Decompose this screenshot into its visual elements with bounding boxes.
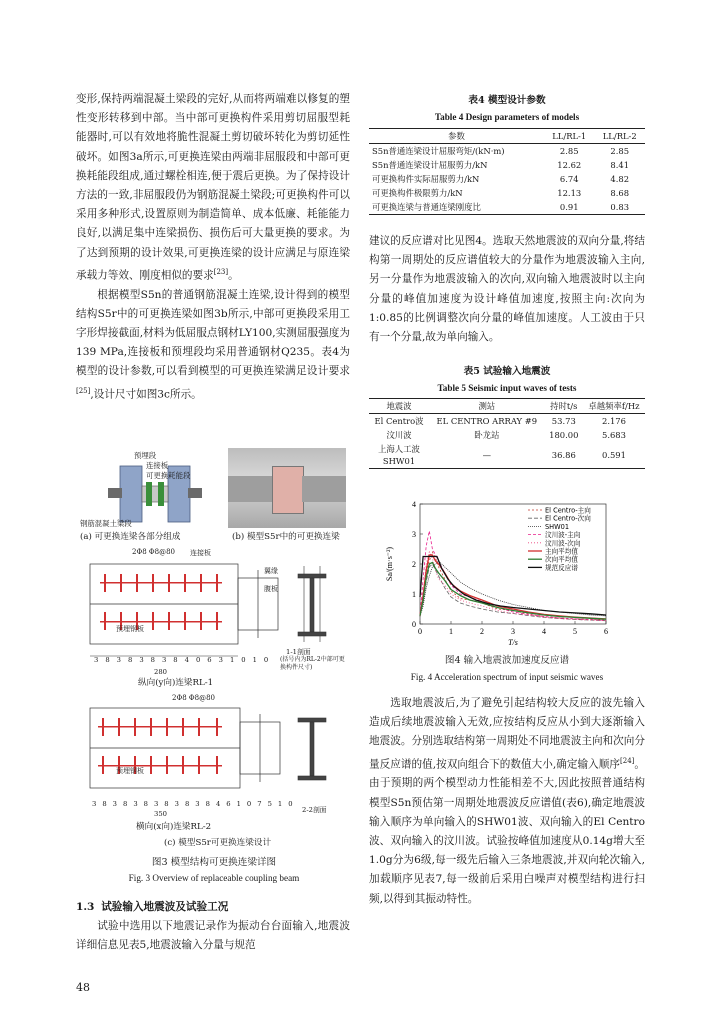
x-tick-label: 3	[511, 627, 515, 636]
x-tick-label: 2	[480, 627, 484, 636]
left-column-text	[76, 90, 350, 404]
dim-row-bottom: 38383838383846107510	[92, 800, 299, 808]
paragraph: 根据模型S5n的普通钢筋混凝土连梁,设计得到的模型结构S5r中的可更换连梁如图3b所示,中部可更换段采用工字形焊接截面,材料为低屈服点钢材LY100,实测屈服强度为139 MPa,连接板和预埋段均采用普通钢材Q235。表4为模型的设计参数,可以看到模型的可更换连梁满足设计要求[25],设计尺寸如图3c所示。	[76, 288, 350, 401]
label-bolt: 2Φ8 Φ8@80	[132, 548, 175, 556]
y-tick-label: 0	[412, 620, 416, 629]
subcaption-b: (b) 模型S5r中的可更换连梁	[232, 532, 340, 542]
label-rl1: 纵向(y向)连梁RL-1	[138, 678, 214, 688]
figure-4-caption-en: Fig. 4 Acceleration spectrum of input seismic waves	[410, 672, 604, 682]
col-header: 地震波	[386, 401, 412, 411]
paragraph: 建议的反应谱对比见图4。选取天然地震波的双向分量,将结构第一周期处的反应谱值较大的分量作为地震波输入主向,另一分量作为地震波输入的次向,双向输入地震波时以主向分量的峰值加速度为设计峰值加速度,按照主向:次向为1:0.85的比例调整次向分量的峰值加速度。人工波由于只有一个分量,故为单向输入。	[369, 235, 645, 344]
x-tick-label: 5	[573, 627, 577, 636]
col-header: 卓越频率f/Hz	[588, 401, 640, 411]
col-header: 测站	[478, 401, 496, 411]
subcaption-c: (c) 模型S5r可更换连梁设计	[164, 838, 272, 848]
table-5-title: 表5 试验输入地震波	[463, 366, 551, 377]
y-tick-label: 3	[412, 530, 416, 539]
section-1-3	[76, 898, 350, 956]
section-1-1: 1-1剖面	[286, 648, 311, 656]
label-embed: 预埋段	[134, 451, 157, 460]
y-axis-label: Sa/(m·s⁻²)	[385, 546, 394, 582]
table-row: 可更换构件极限剪力/kN 12.13 8.68	[372, 188, 630, 198]
y-tick-label: 1	[412, 590, 416, 599]
label-connect: 连接板	[146, 461, 169, 470]
table-row: 可更换连梁与普通连梁刚度比 0.91 0.83	[369, 200, 645, 215]
series-line	[420, 555, 606, 619]
legend-label: 规范反应谱	[545, 563, 578, 572]
figure-3	[76, 448, 352, 888]
table-4-title: 表4 模型设计参数	[468, 95, 546, 106]
table-5-title-en: Table 5 Seismic input waves of tests	[437, 383, 577, 393]
figure-4-caption: 图4 输入地震波加速度反应谱	[444, 655, 570, 666]
table-row: 可更换构件实际屈服剪力/kN 6.74 4.82	[372, 174, 630, 184]
label-embedded-plate-2: 预埋钢板	[116, 767, 144, 775]
y-tick-label: 2	[412, 560, 416, 569]
page-number: 48	[76, 981, 90, 994]
legend-label: 主向平均值	[545, 547, 578, 556]
table-4	[369, 128, 645, 215]
table-4-title-en: Table 4 Design parameters of models	[434, 112, 580, 122]
right-bottom-text	[369, 694, 645, 909]
label-replaceable: 可更换耗能段	[146, 471, 191, 480]
section-2-2: 2-2剖面	[302, 806, 327, 814]
y-tick-label: 4	[412, 500, 416, 509]
dim-280: 280	[154, 668, 167, 676]
section-1-1-note: (括号内为RL-2中部可更换构件尺寸)	[280, 656, 345, 671]
label-rc-segment: 钢筋混凝土梁段	[80, 519, 132, 528]
legend-label: El Centro-次向	[545, 514, 591, 523]
right-mid-text	[369, 232, 645, 347]
col-header: LL/RL-1	[552, 131, 587, 141]
col-header: LL/RL-2	[602, 131, 637, 141]
label-embedded-plate: 预埋钢板	[116, 625, 144, 633]
x-tick-label: 1	[449, 627, 453, 636]
x-tick-label: 0	[418, 627, 422, 636]
label-web: 腹板	[264, 585, 278, 593]
paragraph: 试验中选用以下地震记录作为振动台台面输入,地震波详细信息见表5,地震波输入分量与规范	[76, 920, 350, 952]
table-row: El Centro波 EL CENTRO ARRAY #9 53.73 2.176	[374, 416, 626, 426]
coupling-beam-photo	[228, 448, 346, 528]
table-5	[369, 398, 645, 469]
legend-label: El Centro-主向	[545, 506, 591, 515]
figure-3-caption: 图3 模型结构可更换连梁详图	[151, 857, 277, 868]
figure-3-caption-en: Fig. 3 Overview of replaceable coupling beam	[128, 873, 300, 883]
section-heading: 1.3 试验输入地震波及试验工况	[76, 901, 229, 913]
series-line	[420, 561, 606, 617]
dim-row-top: 3838383840631010	[94, 656, 276, 664]
series-line	[420, 563, 606, 620]
legend-label: 次向平均值	[545, 555, 578, 564]
label-bolt-2: 2Φ8 Φ8@80	[172, 694, 215, 702]
col-header: 参数	[448, 131, 465, 141]
table-row: 上海人工波SHW01 — 36.86 0.591	[369, 442, 645, 469]
legend-label: SHW01	[545, 522, 570, 531]
paragraph: 变形,保持两端混凝土梁段的完好,从而将两端难以修复的塑性变形转移到中部。当中部可更换构件采用剪切屈服型耗能器时,可以有效地将脆性混凝土剪切破坏转化为剪切延性破坏。如图3a所示,可更换连梁由两端非屈服段和中部可更换耗能段组成,通过螺栓相连,便于震后更换。为了保持设计方法的一致,非屈服段仍为钢筋混凝土梁段;可更换构件可以采用多种形式,设置原则为制造简单、成本低廉、耗能能力良好,以满足集中连梁损伤、损伤后可大量更换的要求。为了达到预期的设计效果,可更换连梁的设计应满足与原连梁承载力等效、刚度相似的要求[23]。	[76, 93, 350, 282]
table-row: S5n普通连梁设计屈服剪力/kN 12.62 8.41	[372, 160, 630, 170]
label-flange: 翼缘	[264, 567, 278, 575]
label-rl2: 横向(x向)连梁RL-2	[136, 822, 212, 832]
legend-label: 汶川波-次向	[545, 539, 581, 548]
table-row: 汶川波 卧龙站 180.00 5.683	[386, 430, 626, 440]
x-tick-label: 6	[604, 627, 608, 636]
response-spectrum-chart	[378, 498, 646, 648]
paragraph: 选取地震波后,为了避免引起结构较大反应的波先输入造成后续地震波输入无效,应按结构反应从小到大逐渐输入地震波。分别选取结构第一周期处不同地震波主向和次向分量反应谱的值,按双向组合下的数值大小,确定输入顺序[24]。由于预期的两个模型动力性能相差不大,因此按照普通结构模型S5n预估第一周期处地震波反应谱值(表6),确定地震波输入顺序为单向输入的SHW01波、双向输入的El Centro波、双向输入的汶川波。试验按峰值加速度从0.14g增大至1.0g分为6级,每一级先后输入三条地震波,并双向轮次输入,加载顺序见表7,每一级前后采用白噪声对模型结构进行扫频,以得到其振动特性。	[369, 697, 646, 905]
dim-350: 350	[154, 810, 167, 818]
table-row: S5n普通连梁设计屈服弯矩/(kN·m) 2.85 2.85	[372, 146, 630, 156]
x-axis-label: T/s	[508, 638, 518, 647]
x-tick-label: 4	[542, 627, 546, 636]
legend-label: 汶川波-主向	[545, 531, 581, 540]
subcaption-a: (a) 可更换连梁各部分组成	[80, 532, 181, 542]
label-connect-plate: 连接板	[190, 549, 211, 557]
col-header: 持时t/s	[550, 401, 578, 411]
